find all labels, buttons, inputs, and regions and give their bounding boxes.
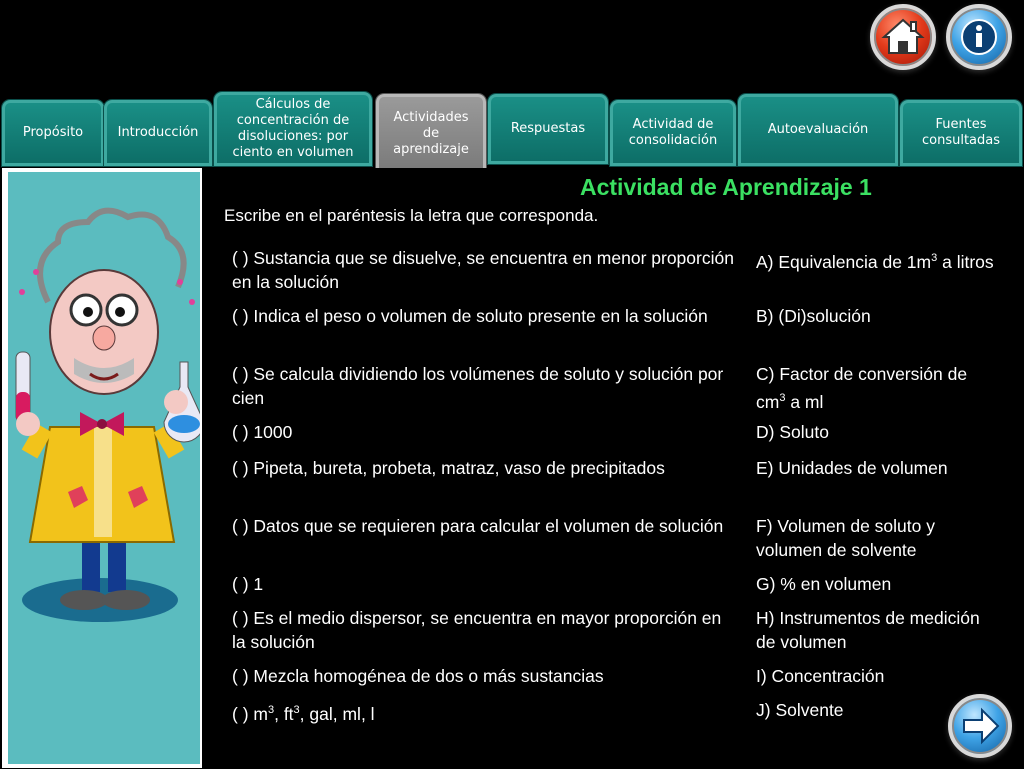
- tab-label: Actividad de consolidación: [628, 117, 718, 148]
- answer-option: C) Factor de conversión de $cm^3$ a ml: [756, 364, 968, 412]
- question-text: ( ) Pipeta, bureta, probeta, matraz, vaso de precipitados: [232, 458, 665, 478]
- answer-option: A) Equivalencia de $1m^3$ a litros: [756, 251, 994, 272]
- activity-instructions: Escribe en el paréntesis la letra que corresponda.: [224, 206, 599, 225]
- answer-option: I) Concentración: [756, 666, 885, 686]
- answer-option: F) Volumen de soluto y volumen de solvente: [756, 516, 935, 560]
- tab-proposito[interactable]: [2, 100, 104, 166]
- tab-label: Propósito: [22, 125, 84, 140]
- question-text: ( ) $m^3$, $ft^3$, gal, ml, l: [232, 703, 375, 724]
- answer-option: B) (Di)solución: [756, 306, 871, 326]
- question-text: ( ) Indica el peso o volumen de soluto presente en la solución: [232, 306, 708, 326]
- tab-respuestas[interactable]: [488, 94, 608, 164]
- tab-label: Fuentes consultadas: [921, 117, 1001, 148]
- tab-actividades-aprendizaje[interactable]: [376, 94, 486, 174]
- tab-actividad-consolidacion[interactable]: [610, 100, 736, 166]
- question-text: ( ) Datos que se requieren para calcular el volumen de solución: [232, 516, 724, 536]
- tab-calculos[interactable]: [214, 92, 372, 166]
- question-text: ( ) Mezcla homogénea de dos o más sustancias: [232, 666, 604, 686]
- tab-label: Actividades de aprendizaje: [393, 110, 469, 157]
- answer-option: D) Soluto: [756, 422, 829, 442]
- tab-label: Cálculos de concentración de disoluciones: por ciento en volumen: [232, 97, 354, 160]
- tab-fuentes-consultadas[interactable]: [900, 100, 1022, 166]
- home-icon: [874, 8, 932, 66]
- answer-option: E) Unidades de volumen: [756, 458, 948, 478]
- answer-option: J) Solvente: [756, 700, 844, 720]
- answer-option: H) Instrumentos de medición de volumen: [756, 608, 980, 652]
- activity-title: Actividad de Aprendizaje 1: [580, 174, 872, 200]
- scientist-illustration: [8, 172, 200, 764]
- info-button[interactable]: [946, 4, 1012, 70]
- tab-label: Autoevaluación: [767, 122, 869, 137]
- question-text: ( ) 1: [232, 574, 264, 594]
- home-button[interactable]: [870, 4, 936, 70]
- tab-label: Respuestas: [510, 121, 586, 136]
- next-button[interactable]: [948, 694, 1012, 758]
- question-text: ( ) Sustancia que se disuelve, se encuentra en menor proporción en la solución: [232, 248, 734, 292]
- question-text: ( ) Se calcula dividiendo los volúmenes de soluto y solución por cien: [232, 364, 724, 408]
- arrow-right-icon: [952, 698, 1008, 754]
- illustration-panel: [2, 168, 202, 768]
- question-text: ( ) Es el medio dispersor, se encuentra en mayor proporción en la solución: [232, 608, 722, 652]
- tab-label: Introducción: [117, 125, 199, 140]
- info-icon: [950, 8, 1008, 66]
- illustration-background: [8, 172, 200, 764]
- question-text: ( ) 1000: [232, 422, 293, 442]
- answer-option: G) % en volumen: [756, 574, 892, 594]
- tab-introduccion[interactable]: [104, 100, 212, 166]
- tab-autoevaluacion[interactable]: [738, 94, 898, 166]
